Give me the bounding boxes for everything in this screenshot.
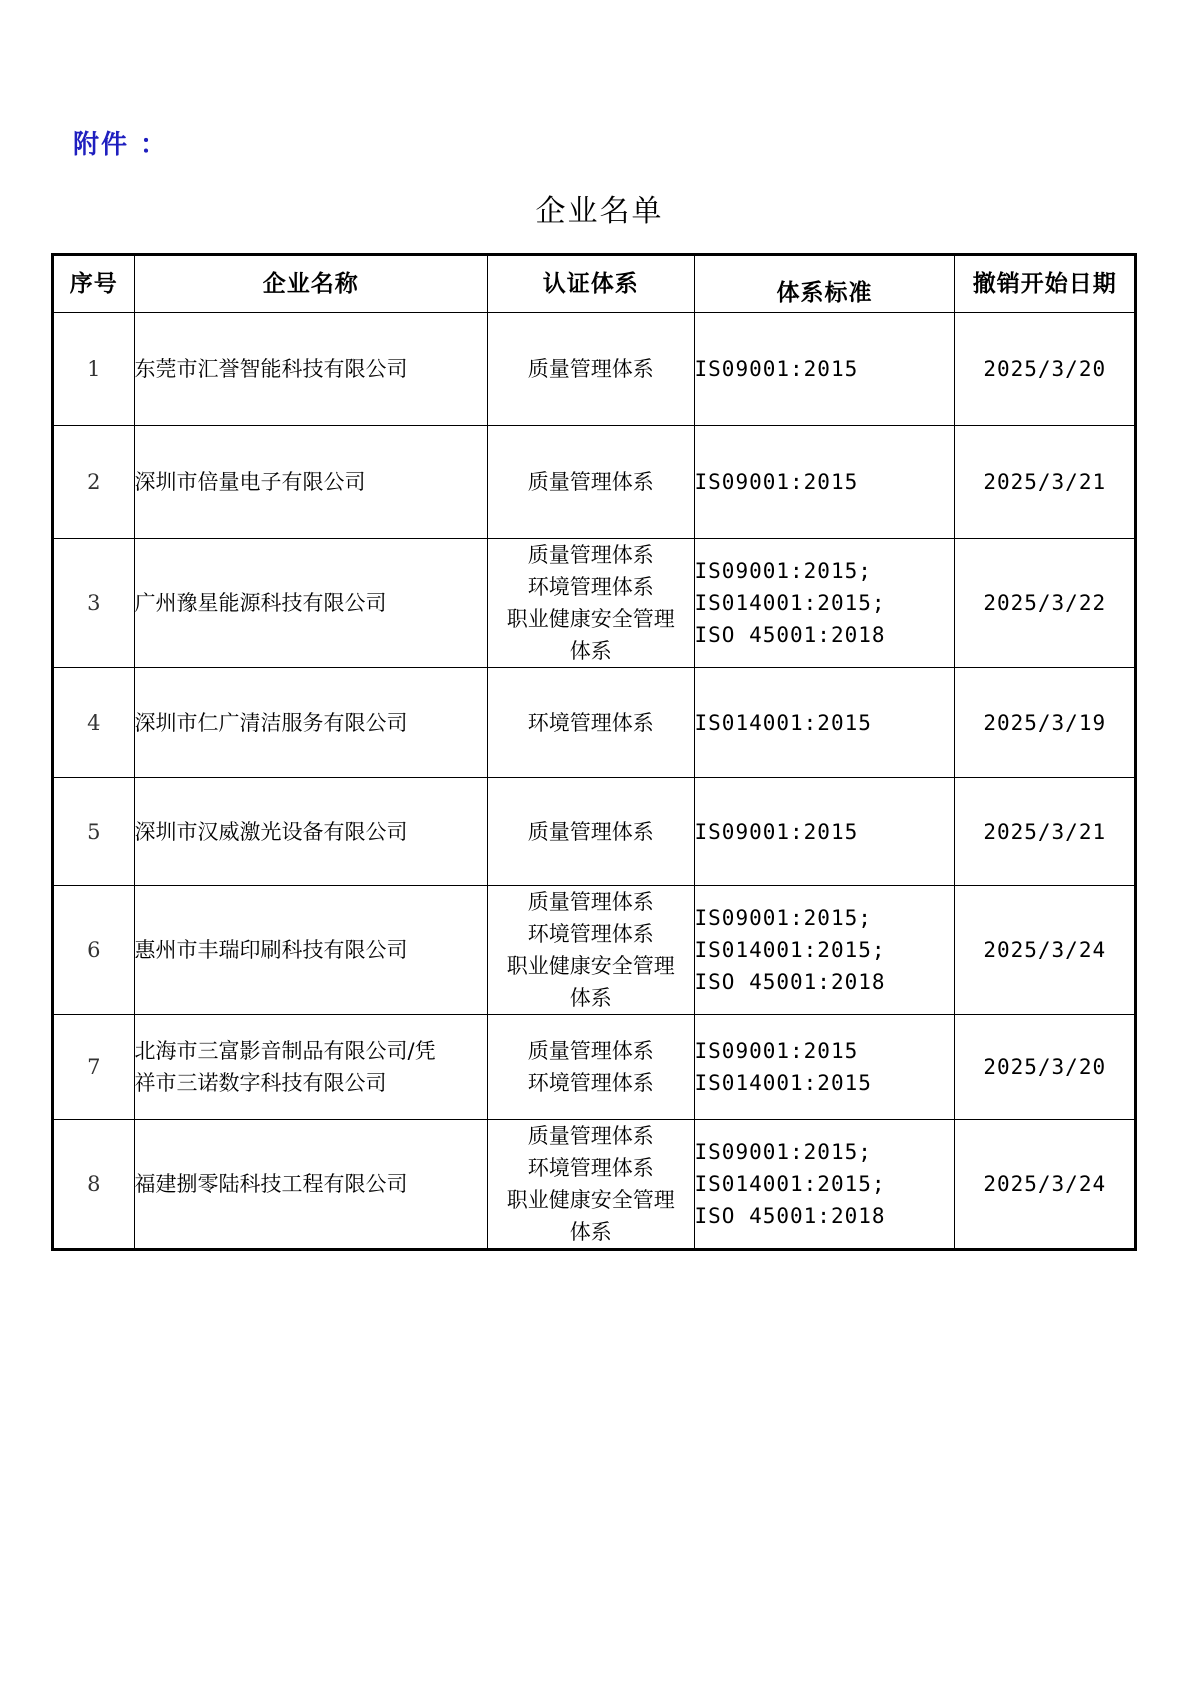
column-header-certification-system: 认证体系 <box>487 255 694 313</box>
system-standard <box>694 886 955 1015</box>
system-standard-line: IS014001:2015; <box>694 938 886 962</box>
attachment-label: 附件 ： <box>73 130 169 160</box>
revocation-date: 2025/3/24 <box>955 1120 1136 1250</box>
row-number: 3 <box>53 539 135 668</box>
table-row <box>53 1120 1136 1250</box>
company-name-line: 深圳市倍量电子有限公司 <box>134 470 366 494</box>
system-standard-line: IS09001:2015 <box>694 1039 859 1063</box>
row-number: 7 <box>53 1015 135 1120</box>
certification-system-line: 环境管理体系 <box>527 1156 654 1180</box>
company-name-line: 惠州市丰瑞印刷科技有限公司 <box>134 938 408 962</box>
system-standard-line: ISO 45001:2018 <box>694 970 886 994</box>
company-name <box>134 1015 487 1120</box>
system-standard-line: IS09001:2015 <box>694 357 859 381</box>
column-header-no: 序号 <box>53 255 135 313</box>
company-name-line: 深圳市仁广清洁服务有限公司 <box>134 710 408 735</box>
table-row <box>53 886 1136 1015</box>
table-body <box>53 313 1136 1250</box>
certification-system-line: 体系 <box>569 986 612 1010</box>
system-standard-line: IS014001:2015; <box>694 1172 886 1196</box>
certification-system-line: 职业健康安全管理 <box>506 607 675 631</box>
table-header-row <box>53 255 1136 313</box>
system-standard-line: IS09001:2015; <box>694 1140 872 1164</box>
certification-system <box>487 539 694 668</box>
table-row <box>53 426 1136 539</box>
certification-system-line: 环境管理体系 <box>527 710 654 735</box>
company-name-line: 福建捌零陆科技工程有限公司 <box>134 1172 408 1196</box>
system-standard-line: ISO 45001:2018 <box>694 1204 886 1228</box>
certification-system-line: 环境管理体系 <box>527 575 654 599</box>
revocation-date: 2025/3/22 <box>955 539 1136 668</box>
company-name <box>134 778 487 886</box>
table-row <box>53 1015 1136 1120</box>
table-row <box>53 778 1136 886</box>
page-title: 企业名单 <box>535 194 664 229</box>
certification-system-line: 职业健康安全管理 <box>506 954 675 978</box>
system-standard-line: ISO 45001:2018 <box>694 623 886 647</box>
system-standard <box>694 1120 955 1250</box>
certification-system <box>487 426 694 539</box>
system-standard-line: IS014001:2015; <box>694 591 886 615</box>
certification-system <box>487 1120 694 1250</box>
company-name <box>134 313 487 426</box>
row-number: 5 <box>53 778 135 886</box>
row-number: 2 <box>53 426 135 539</box>
revocation-date: 2025/3/19 <box>955 668 1136 778</box>
certification-system <box>487 668 694 778</box>
certification-system <box>487 1015 694 1120</box>
company-name-line: 东莞市汇誉智能科技有限公司 <box>134 357 408 381</box>
column-header-system-standard <box>694 255 955 313</box>
certification-system-line: 质量管理体系 <box>527 470 654 494</box>
company-name <box>134 1120 487 1250</box>
revocation-date: 2025/3/21 <box>955 778 1136 886</box>
company-name-line: 北海市三富影音制品有限公司/凭 <box>134 1039 436 1063</box>
company-name <box>134 668 487 778</box>
certification-system-line: 质量管理体系 <box>527 890 654 914</box>
certification-system <box>487 313 694 426</box>
company-table <box>51 253 1137 1251</box>
table-row <box>53 668 1136 778</box>
certification-system-line: 质量管理体系 <box>527 1124 654 1148</box>
system-standard <box>694 1015 955 1120</box>
system-standard-line: IS09001:2015; <box>694 906 872 930</box>
certification-system-line: 质量管理体系 <box>527 819 654 844</box>
system-standard-line: IS09001:2015; <box>694 559 872 583</box>
system-standard-line: IS09001:2015 <box>694 819 859 844</box>
table-row <box>53 313 1136 426</box>
row-number: 4 <box>53 668 135 778</box>
system-standard-line: IS014001:2015 <box>694 1071 872 1095</box>
company-name-line: 广州豫星能源科技有限公司 <box>134 591 387 615</box>
system-standard <box>694 539 955 668</box>
company-name <box>134 426 487 539</box>
certification-system-line: 环境管理体系 <box>527 1071 654 1095</box>
certification-system-line: 职业健康安全管理 <box>506 1188 675 1212</box>
system-standard <box>694 778 955 886</box>
table-row <box>53 539 1136 668</box>
certification-system-line: 质量管理体系 <box>527 357 654 381</box>
row-number: 6 <box>53 886 135 1015</box>
company-name-line: 祥市三诺数字科技有限公司 <box>134 1071 387 1095</box>
certification-system-line: 环境管理体系 <box>527 922 654 946</box>
row-number: 8 <box>53 1120 135 1250</box>
system-standard-line: IS09001:2015 <box>694 470 859 494</box>
column-header-system-standard-label: 体系标准 <box>776 280 873 306</box>
certification-system-line: 质量管理体系 <box>527 1039 654 1063</box>
column-header-revocation-date: 撤销开始日期 <box>955 255 1136 313</box>
certification-system-line: 体系 <box>569 639 612 663</box>
revocation-date: 2025/3/24 <box>955 886 1136 1015</box>
company-name <box>134 886 487 1015</box>
revocation-date: 2025/3/20 <box>955 1015 1136 1120</box>
company-name <box>134 539 487 668</box>
certification-system <box>487 886 694 1015</box>
company-name-line: 深圳市汉威激光设备有限公司 <box>134 819 408 844</box>
certification-system <box>487 778 694 886</box>
certification-system-line: 质量管理体系 <box>527 543 654 567</box>
revocation-date: 2025/3/20 <box>955 313 1136 426</box>
system-standard-line: IS014001:2015 <box>694 710 872 735</box>
column-header-company-name: 企业名称 <box>134 255 487 313</box>
system-standard <box>694 313 955 426</box>
row-number: 1 <box>53 313 135 426</box>
certification-system-line: 体系 <box>569 1220 612 1244</box>
revocation-date: 2025/3/21 <box>955 426 1136 539</box>
system-standard <box>694 426 955 539</box>
system-standard <box>694 668 955 778</box>
